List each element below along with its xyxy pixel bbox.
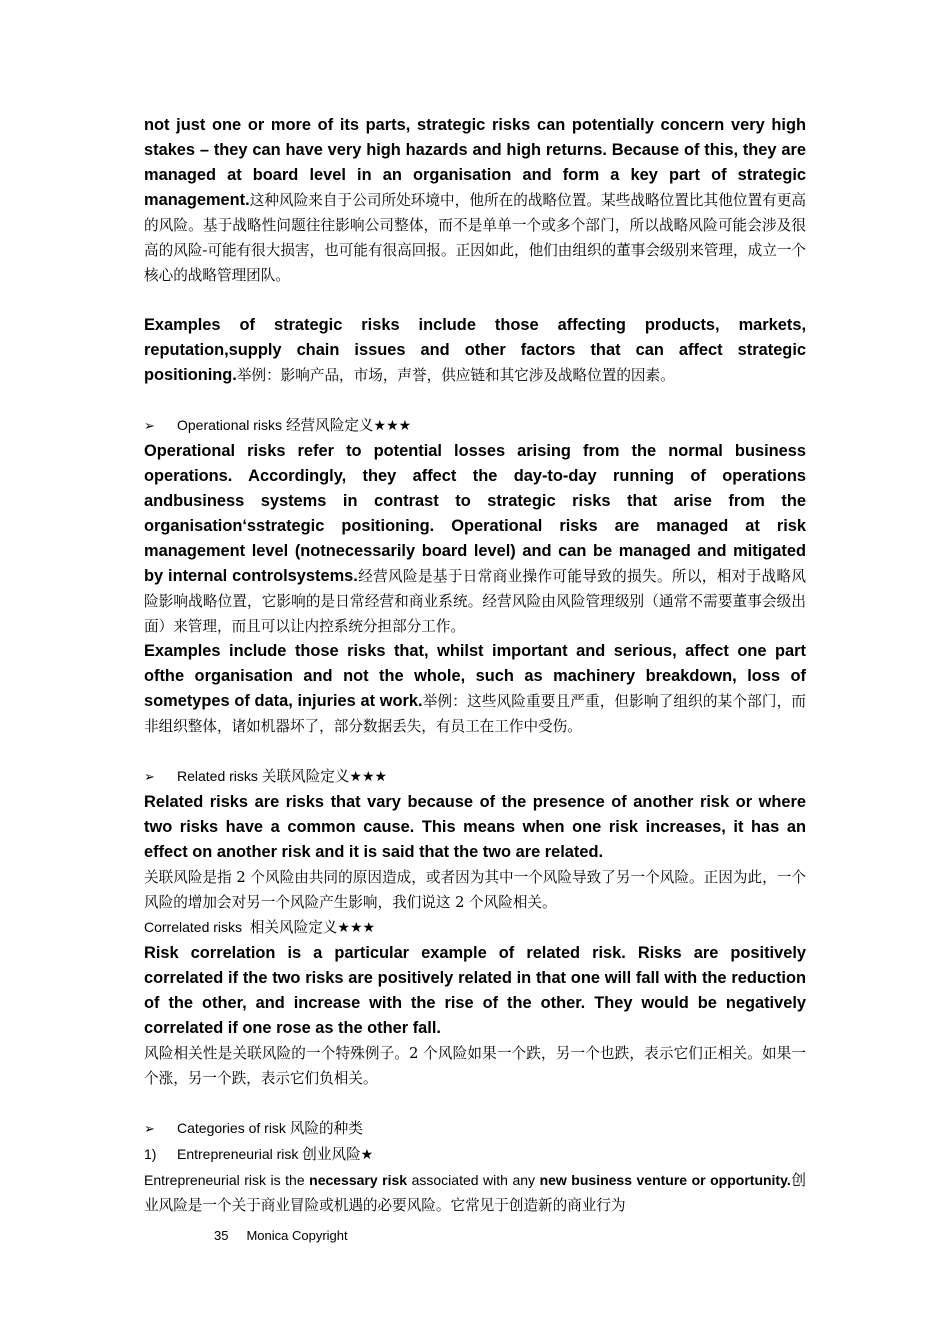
page-footer xyxy=(214,1226,348,1246)
paragraph-operational-examples xyxy=(144,639,806,739)
strategic-examples-en: Examples of strategic risks include those affecting products, markets, reputation,supply chain issues and other factors that can affect strategic positioning. xyxy=(144,316,806,384)
star-rating: ★★★ xyxy=(373,418,412,434)
heading-entrepreneurial-risk xyxy=(144,1142,806,1168)
entrepreneurial-cn: 创业风险是一个关于商业冒险或机遇的必要风险。它常见于创造新的商业行为 xyxy=(144,1172,806,1214)
paragraph-operational-risks xyxy=(144,439,806,639)
operational-examples-en: Examples include those risks that, whilst important and serious, affect one part ofthe organisation and not the whole, such as machinery breakdown, loss of sometypes of data, injuries at work. xyxy=(144,642,806,710)
heading-cn: 创业风险 xyxy=(302,1146,361,1163)
entrepreneurial-bold-1: necessary risk xyxy=(309,1172,408,1188)
strategic-risk-en: not just one or more of its parts, strategic risks can potentially concern very high stakes – they can have very high hazards and high returns. Because of this, they are managed at board level in an organisation and form a key part of strategic management. xyxy=(144,116,806,209)
operational-risks-cn: 经营风险是基于日常商业操作可能导致的损失。所以，相对于战略风险影响战略位置，它影响的是日常经营和商业系统。经营风险由风险管理级别（通常不需要董事会级出面）来管理，而且可以让内控系统分担部分工作。 xyxy=(144,568,806,635)
heading-cn: 风险的种类 xyxy=(289,1120,363,1137)
paragraph-correlated-risks-en: Risk correlation is a particular example of related risk. Risks are positively correlated if the two risks are positively related in that one will fall with the reduction of the other, and increase with the rise of the other. They would be negatively correlated if one rose as the other fall. xyxy=(144,944,806,1037)
strategic-risk-cn: 这种风险来自于公司所处环境中，他所在的战略位置。某些战略位置比其他位置有更高的风险。基于战略性问题往往影响公司整体，而不是单单一个或多个部门，所以战略风险可能会涉及很高的风险-可能有很大损害，也可能有很高回报。正因如此，他们由组织的董事会级别来管理，成立一个核心的战略管理团队。 xyxy=(144,192,806,284)
entrepreneurial-text-1: Entrepreneurial risk is the xyxy=(144,1172,310,1188)
list-number: 1) xyxy=(144,1146,157,1162)
paragraph-entrepreneurial-risk xyxy=(144,1168,806,1218)
entrepreneurial-text-2: associated with any xyxy=(407,1172,540,1188)
heading-label: Operational risks xyxy=(177,417,286,433)
paragraph-related-risks-cn: 关联风险是指 2 个风险由共同的原因造成，或者因为其中一个风险导致了另一个风险。正因为此，一个风险的增加会对另一个风险产生影响，我们说这 2 个风险相关。 xyxy=(144,869,806,911)
star-rating: ★★★ xyxy=(337,920,376,936)
bullet-arrow-icon: ➢ xyxy=(144,770,155,785)
operational-examples-cn: 举例：这些风险重要且严重，但影响了组织的某个部门，而非组织整体，诸如机器坏了，部分数据丢失，有员工在工作中受伤。 xyxy=(144,693,806,735)
heading-categories-of-risk xyxy=(144,1116,806,1142)
heading-correlated-risks xyxy=(144,915,806,941)
strategic-examples-cn: 举例：影响产品，市场，声誉，供应链和其它涉及战略位置的因素。 xyxy=(236,367,675,384)
paragraph-related-risks-en: Related risks are risks that vary because of the presence of another risk or where two risks have a common cause. This means when one risk increases, it has an effect on another risk and it is said that the two are related. xyxy=(144,793,806,861)
heading-cn: 关联风险定义 xyxy=(261,768,350,785)
paragraph-correlated-risks-cn: 风险相关性是关联风险的一个特殊例子。2 个风险如果一个跌，另一个也跌，表示它们正相关。如果一个涨，另一个跌，表示它们负相关。 xyxy=(144,1045,806,1087)
operational-risks-en: Operational risks refer to potential losses arising from the normal business operations. Accordingly, they affect the day-to-day running of operations andbusiness systems in contrast to strategic risks that arise from the organisation‘sstrategic positioning. Operational risks are managed at risk management level (notnecessarily board level) and can be managed and mitigated by internal controlsystems. xyxy=(144,442,806,585)
document-body xyxy=(144,113,806,1218)
page-number: 35 xyxy=(214,1228,229,1243)
heading-label: Correlated risks xyxy=(144,919,250,935)
bullet-arrow-icon: ➢ xyxy=(144,1122,155,1137)
heading-cn: 经营风险定义 xyxy=(285,417,374,434)
heading-cn: 相关风险定义 xyxy=(249,919,338,936)
entrepreneurial-bold-2: new business venture or opportunity. xyxy=(539,1172,791,1188)
heading-related-risks xyxy=(144,764,806,790)
paragraph-strategic-examples xyxy=(144,313,806,388)
bullet-arrow-icon: ➢ xyxy=(144,419,155,434)
heading-label: Entrepreneurial risk xyxy=(177,1146,303,1162)
star-rating: ★ xyxy=(360,1147,374,1163)
paragraph-strategic-risk xyxy=(144,113,806,288)
star-rating: ★★★ xyxy=(349,769,388,785)
footer-copyright: Monica Copyright xyxy=(246,1228,348,1243)
heading-operational-risks xyxy=(144,413,806,439)
heading-label: Categories of risk xyxy=(177,1120,290,1136)
heading-label: Related risks xyxy=(177,768,262,784)
